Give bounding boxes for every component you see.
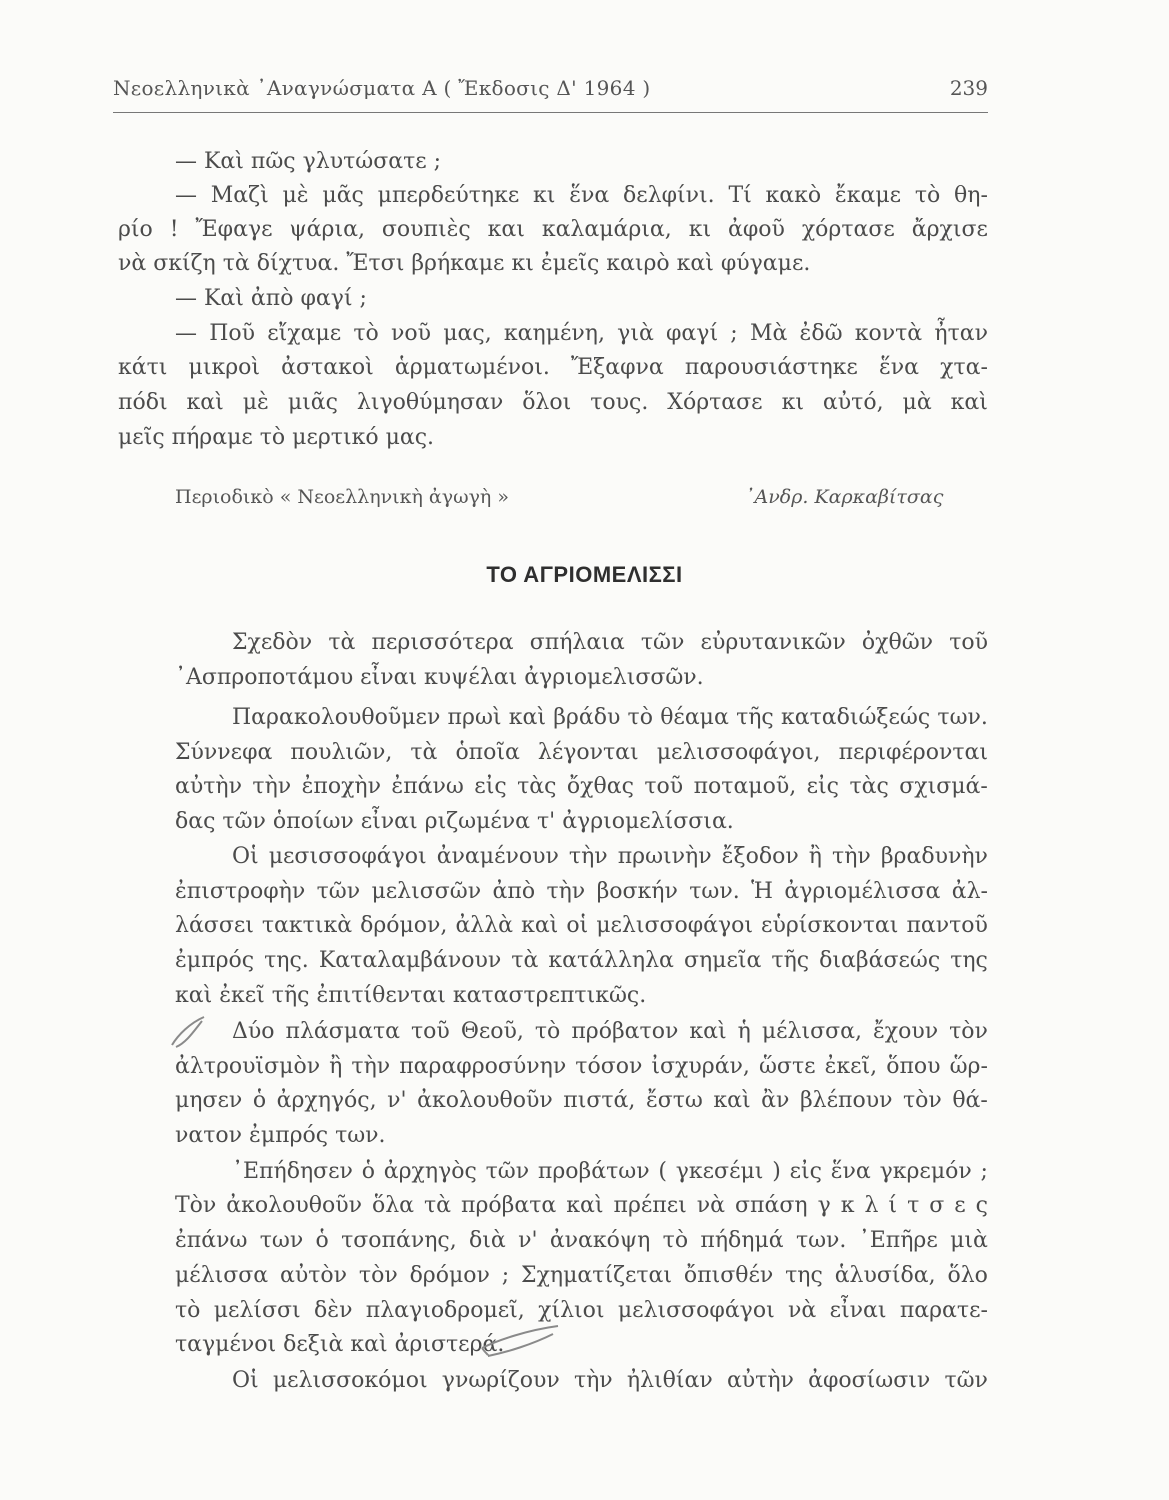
body-line: τὸ μελίσσι δὲν πλαγιοδρομεῖ, χίλιοι μελισσοφάγοι νὰ εἶναι παρατε- (175, 1298, 988, 1323)
dialogue-line: ρίο ! Ἔφαγε ψάρια, σουπιὲς και καλαμάρια, κι ἀφοῦ χόρτασε ἄρχισε (118, 217, 988, 242)
body-line: νατον ἐμπρός των. (175, 1123, 386, 1148)
dialogue-line: — Ποῦ εἴχαμε τὸ νοῦ μας, καημένη, γιὰ φαγί ; Μὰ ἐδῶ κοντὰ ἦταν (175, 321, 988, 346)
dialogue-line: νὰ σκίζη τὰ δίχτυα. Ἔτσι βρήκαμε κι ἐμεῖς καιρὸ καὶ φύγαμε. (118, 251, 811, 276)
body-line: μέλισσα αὐτὸν τὸν δρόμον ; Σχηματίζεται ὄπισθέν της ἁλυσίδα, ὅλο (175, 1263, 988, 1288)
body-line: αὐτὴν τὴν ἐποχὴν ἐπάνω εἰς τὰς ὄχθας τοῦ ποταμοῦ, εἰς τὰς σχισμά- (175, 774, 988, 799)
dialogue-line: μεῖς πήραμε τὸ μερτικό μας. (118, 425, 435, 450)
body-line: δας τῶν ὁποίων εἶναι ριζωμένα τ' ἀγριομελίσσια. (175, 809, 734, 834)
dialogue-line: πόδι καὶ μὲ μιᾶς λιγοθύμησαν ὅλοι τους. Χόρτασε κι αὐτό, μὰ καὶ (118, 390, 988, 415)
dialogue-line: — Καὶ ἀπὸ φαγί ; (175, 286, 367, 311)
body-line: ἐμπρός της. Καταλαμβάνουν τὰ κατάλληλα σημεῖα τῆς διαβάσεώς της (175, 948, 988, 973)
body-line: ἀλτρουϊσμὸν ἢ τὴν παραφροσύνην τόσον ἰσχυράν, ὥστε ἐκεῖ, ὅπου ὥρ- (175, 1054, 988, 1079)
pen-mark-icon (478, 1322, 563, 1362)
book-title: Νεοελληνικὰ ᾿Αναγνώσματα Α ( Ἔκδοσις Δ' 1964 ) (113, 76, 651, 100)
body-line: καὶ ἐκεῖ τῆς ἐπιτίθενται καταστρεπτικῶς. (175, 983, 647, 1008)
pen-mark-icon (168, 1013, 208, 1053)
author-name: ᾿Ανδρ. Καρκαβίτσας (745, 486, 944, 508)
body-line: μησεν ὁ ἀρχηγός, ν' ἀκολουθοῦν πιστά, ἔστω καὶ ἂν βλέπουν τὸν θά- (175, 1088, 988, 1113)
dialogue-line: — Μαζὶ μὲ μᾶς μπερδεύτηκε κι ἕνα δελφίνι. Τί κακὸ ἔκαμε τὸ θη- (175, 183, 988, 208)
body-line: Παρακολουθοῦμεν πρωὶ καὶ βράδυ τὸ θέαμα τῆς καταδιώξεώς των. (232, 705, 988, 730)
dialogue-line: κάτι μικροὶ ἀστακοὶ ἁρματωμένοι. Ἔξαφνα παρουσιάστηκε ἕνα χτα- (118, 355, 988, 380)
page-number: 239 (949, 76, 988, 100)
section-title: ΤΟ ΑΓΡΙΟΜΕΛΙΣΣΙ (486, 562, 683, 587)
body-line: λάσσει τακτικὰ δρόμον, ἀλλὰ καὶ οἱ μελισσοφάγοι εὑρίσκονται παντοῦ (175, 913, 988, 938)
body-line: ἐπάνω των ὁ τσοπάνης, διὰ ν' ἀνακόψη τὸ πήδημά των. ᾿Επῆρε μιὰ (175, 1228, 988, 1253)
running-header (113, 72, 988, 113)
body-line: Σχεδὸν τὰ περισσότερα σπήλαια τῶν εὐρυτανικῶν ὀχθῶν τοῦ (232, 630, 988, 655)
dialogue-line: — Καὶ πῶς γλυτώσατε ; (175, 149, 442, 174)
body-line: ᾿Επήδησεν ὁ ἀρχηγὸς τῶν προβάτων ( γκεσέμι ) εἰς ἕνα γκρεμόν ; (232, 1159, 988, 1184)
body-line: Τὸν ἀκολουθοῦν ὅλα τὰ πρόβατα καὶ πρέπει νὰ σπάση γ κ λ ί τ σ ε ς (175, 1193, 988, 1218)
body-line: ᾿Ασπροποτάμου εἶναι κυψέλαι ἀγριομελισσῶν. (175, 665, 704, 690)
body-line: ταγμένοι δεξιὰ καὶ ἀριστερά. (175, 1332, 505, 1357)
body-line: Οἱ μελισσοκόμοι γνωρίζουν τὴν ἠλιθίαν αὐτὴν ἀφοσίωσιν τῶν (232, 1368, 988, 1393)
body-line: ἐπιστροφὴν τῶν μελισσῶν ἀπὸ τὴν βοσκήν των. Ἡ ἀγριομέλισσα ἀλ- (175, 879, 988, 904)
source-citation: Περιοδικὸ « Νεοελληνικὴ ἀγωγὴ » (175, 486, 509, 508)
body-line: Σύννεφα πουλιῶν, τὰ ὁποῖα λέγονται μελισσοφάγοι, περιφέρονται (175, 740, 988, 765)
body-line: Δύο πλάσματα τοῦ Θεοῦ, τὸ πρόβατον καὶ ἡ μέλισσα, ἔχουν τὸν (232, 1019, 988, 1044)
body-line: Οἱ μεσισσοφάγοι ἀναμένουν τὴν πρωινὴν ἔξοδον ἢ τὴν βραδυνὴν (232, 844, 988, 869)
